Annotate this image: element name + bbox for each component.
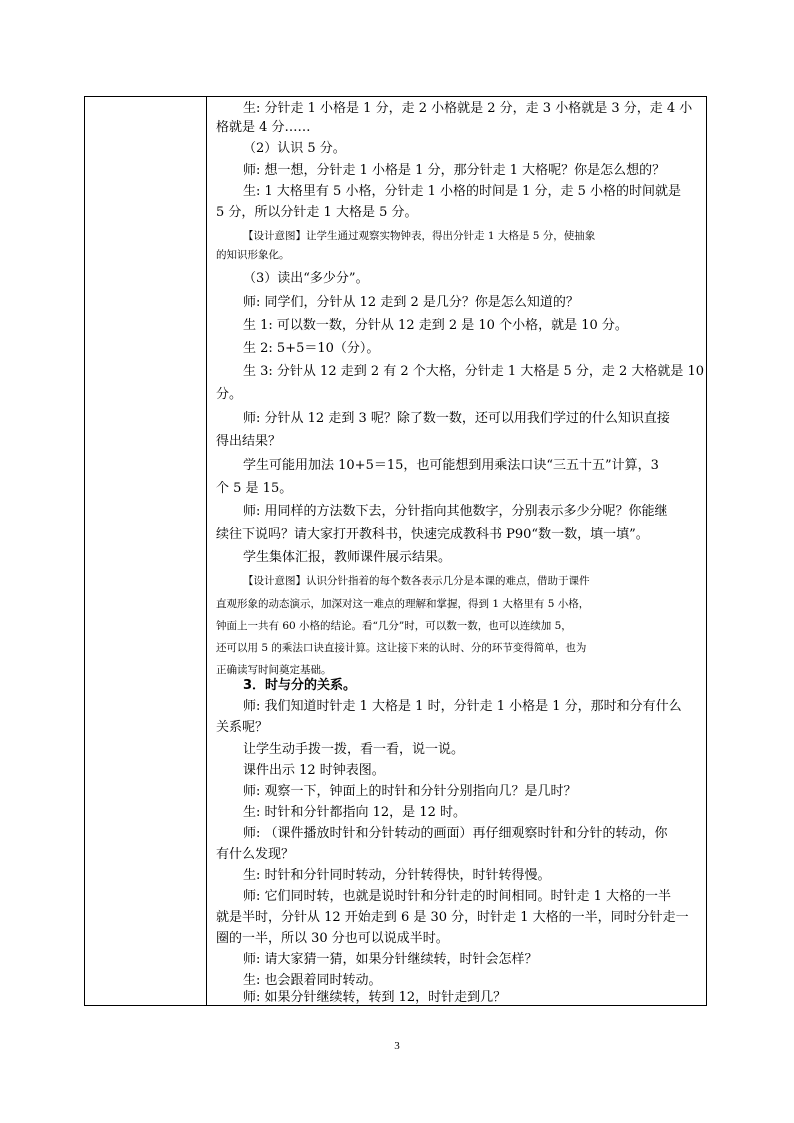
- design-intent-note: 的知识形象化。: [216, 249, 290, 261]
- text-line: 5 分，所以分针走 1 大格是 5 分。: [216, 205, 418, 220]
- text-line: 师: 同学们，分针从 12 走到 2 是几分？你是怎么知道的？: [243, 295, 579, 310]
- text-line: 生: 1 大格里有 5 小格，分针走 1 小格的时间是 1 分，走 5 小格的时间就是: [243, 184, 682, 199]
- design-intent-note: 钟面上一共有 60 小格的结论。看“几分”时，可以数一数，也可以连续加 5，: [216, 620, 572, 632]
- text-line: 有什么发现？: [216, 847, 295, 862]
- text-line: 生: 时针和分针同时转动，分针转得快，时针转得慢。: [243, 868, 551, 883]
- text-line: 师: 分针从 12 走到 3 呢？除了数一数，还可以用我们学过的什么知识直接: [243, 411, 670, 426]
- design-intent-note: 【设计意图】认识分针指着的每个数各表示几分是本课的难点，借助于课件: [243, 575, 590, 587]
- text-line: 生: 分针走 1 小格是 1 分，走 2 小格就是 2 分，走 3 小格就是 3 分，走 4 小: [243, 101, 693, 116]
- text-line: 师: 用同样的方法数下去，分针指向其他数字，分别表示多少分呢？你能继: [243, 504, 668, 519]
- text-line: 师: 想一想，分针走 1 小格是 1 分，那分针走 1 大格呢？你是怎么想的？: [243, 163, 666, 178]
- text-line: 就是半时，分针从 12 开始走到 6 是 30 分，时针走 1 大格的一半，同时分针走一: [216, 910, 689, 925]
- text-line: 师: 观察一下，钟面上的时针和分针分别指向几？是几时？: [243, 784, 577, 799]
- text-line: 得出结果？: [216, 434, 282, 449]
- page-number: 3: [394, 1040, 400, 1052]
- section-heading: 3．时与分的关系。: [243, 678, 357, 693]
- text-line: （2）认识 5 分。: [243, 141, 346, 156]
- design-intent-note: 正确读写时间奠定基础。: [216, 664, 332, 676]
- text-line: 分。: [216, 387, 243, 402]
- text-line: 续往下说吗？请大家打开教科书，快速完成教科书 P90“数一数，填一填”。: [216, 527, 649, 542]
- text-line: 让学生动手拨一拨，看一看，说一说。: [243, 742, 465, 757]
- text-line: 生: 也会跟着同时转动。: [243, 973, 382, 988]
- column-divider: [206, 97, 207, 1005]
- text-line: （3）读出“多少分”。: [243, 271, 369, 286]
- text-line: 师: 它们同时转，也就是说时针和分针走的时间相同。时针走 1 大格的一半: [243, 889, 672, 904]
- text-line: 学生集体汇报，教师课件展示结果。: [243, 550, 452, 565]
- design-intent-note: 【设计意图】让学生通过观察实物钟表，得出分针走 1 大格是 5 分，使抽象: [243, 230, 596, 242]
- design-intent-note: 直观形象的动态演示，加深对这一难点的理解和掌握，得到 1 大格里有 5 小格，: [216, 598, 590, 610]
- text-line: 关系呢？: [216, 720, 269, 735]
- text-line: 圈的一半，所以 30 分也可以说成半时。: [216, 931, 449, 946]
- text-line: 师: 如果分针继续转，转到 12，时针走到几？: [243, 990, 507, 1005]
- text-line: 师: （课件播放时针和分针转动的画面）再仔细观察时针和分针的转动，你: [243, 826, 668, 841]
- text-line: 生: 时针和分针都指向 12，是 12 时。: [243, 805, 466, 820]
- text-line: 师: 我们知道时针走 1 大格是 1 时，分针走 1 小格是 1 分，那时和分有什么: [243, 699, 682, 714]
- design-intent-note: 还可以用 5 的乘法口诀直接计算。这让接下来的认时、分的环节变得简单，也为: [216, 642, 587, 654]
- text-line: 课件出示 12 时钟表图。: [243, 763, 385, 778]
- text-line: 学生可能用加法 10+5＝15，也可能想到用乘法口诀“三五十五”计算，3: [243, 458, 659, 473]
- text-line: 生 2: 5+5＝10（分）。: [243, 341, 380, 356]
- text-line: 格就是 4 分……: [216, 120, 311, 135]
- text-line: 生 3: 分针从 12 走到 2 有 2 个大格，分针走 1 大格是 5 分，走 2 大格就是 10: [243, 364, 705, 379]
- text-line: 生 1: 可以数一数，分针从 12 走到 2 是 10 个小格，就是 10 分。: [243, 318, 628, 333]
- text-line: 个 5 是 15。: [216, 481, 293, 496]
- text-line: 师: 请大家猜一猜，如果分针继续转，时针会怎样？: [243, 952, 538, 967]
